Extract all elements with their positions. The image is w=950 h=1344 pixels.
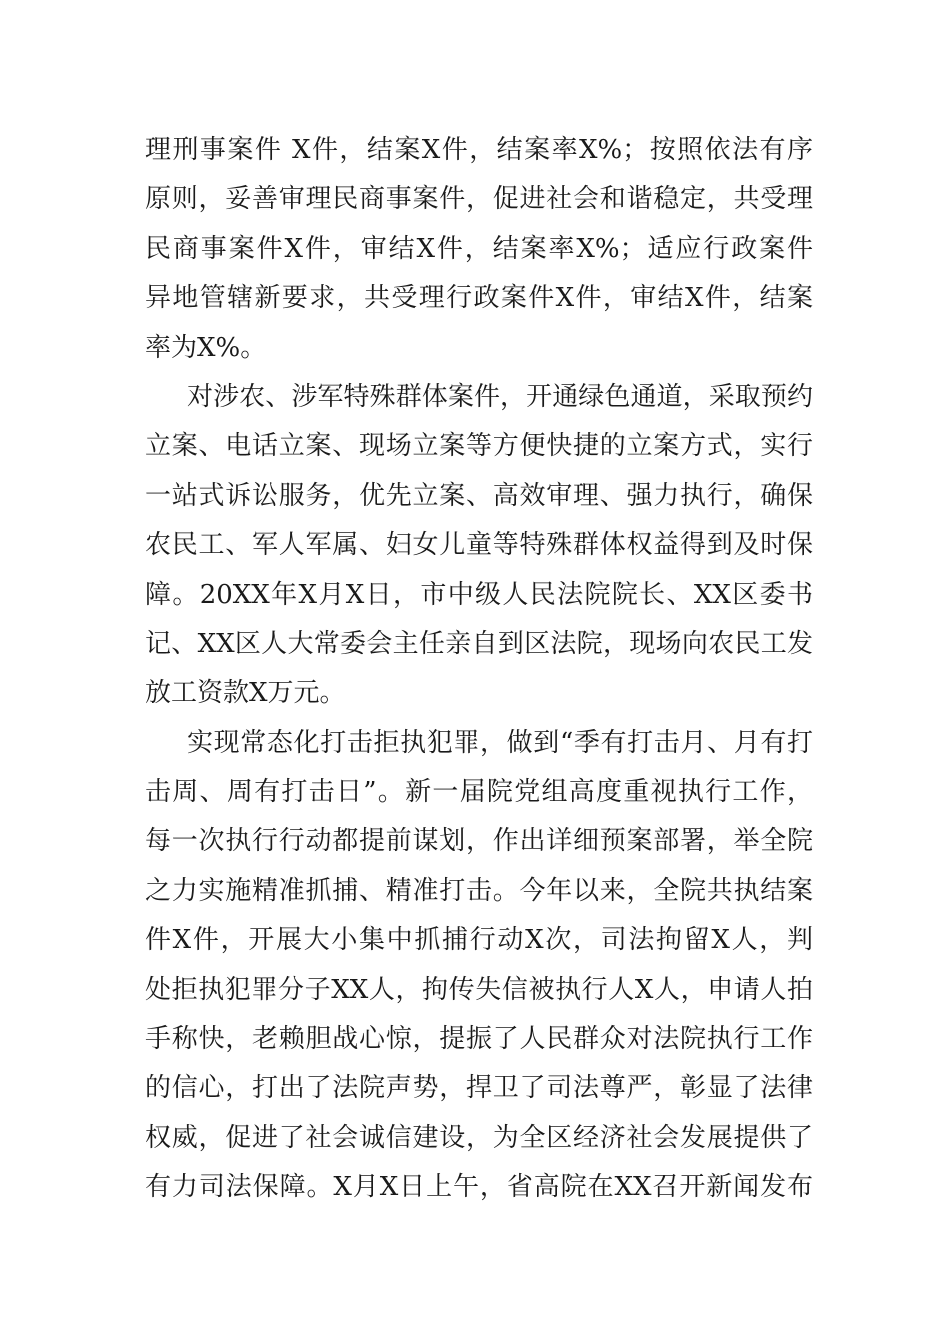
text-line: 原则，妥善审理民商事案件，促进社会和谐稳定，共受理 [145, 184, 813, 215]
paragraph-1 [145, 126, 813, 373]
text-line: 记、XX区人大常委会主任亲自到区法院，现场向农民工发 [145, 628, 813, 659]
text-line: 异地管辖新要求，共受理行政案件X件，审结X件，结案 [145, 283, 813, 314]
text-line: 之力实施精准抓捕、精准打击。今年以来，全院共执结案 [145, 875, 813, 906]
text-line: 每一次执行行动都提前谋划，作出详细预案部署，举全院 [145, 826, 813, 857]
text-line: 理刑事案件 X件，结案X件，结案率X%；按照依法有序 [145, 135, 813, 165]
text-line: 权威，促进了社会诚信建设，为全区经济社会发展提供了 [145, 1122, 813, 1153]
text-line: 率为X%。 [145, 332, 267, 363]
text-line: 有力司法保障。X月X日上午，省高院在XX召开新闻发布 [145, 1172, 813, 1203]
text-line: 的信心，打出了法院声势，捍卫了司法尊严，彰显了法律 [145, 1073, 813, 1104]
paragraph-3 [145, 719, 813, 1213]
text-line: 放工资款X万元。 [145, 678, 346, 709]
text-line: 农民工、军人军属、妇女儿童等特殊群体权益得到及时保 [145, 530, 813, 561]
text-line: 民商事案件X件，审结X件，结案率X%；适应行政案件 [145, 233, 813, 264]
text-line: 击周、周有打击日”。新一届院党组高度重视执行工作， [145, 777, 813, 808]
text-line: 件X件，开展大小集中抓捕行动X次，司法拘留X人，判 [145, 925, 813, 956]
body-text [145, 126, 813, 1213]
text-line: 对涉农、涉军特殊群体案件，开通绿色通道，采取预约 [187, 381, 813, 412]
text-line: 立案、电话立案、现场立案等方便快捷的立案方式，实行 [145, 431, 813, 462]
text-line: 手称快，老赖胆战心惊，提振了人民群众对法院执行工作 [145, 1024, 813, 1055]
text-line: 实现常态化打击拒执犯罪，做到“季有打击月、月有打 [187, 727, 813, 758]
text-line: 处拒执犯罪分子XX人，拘传失信被执行人X人，申请人拍 [145, 974, 813, 1005]
text-line: 障。20XX年X月X日，市中级人民法院院长、XX区委书 [145, 579, 813, 610]
text-line: 一站式诉讼服务，优先立案、高效审理、强力执行，确保 [145, 480, 813, 511]
paragraph-2 [145, 373, 813, 719]
